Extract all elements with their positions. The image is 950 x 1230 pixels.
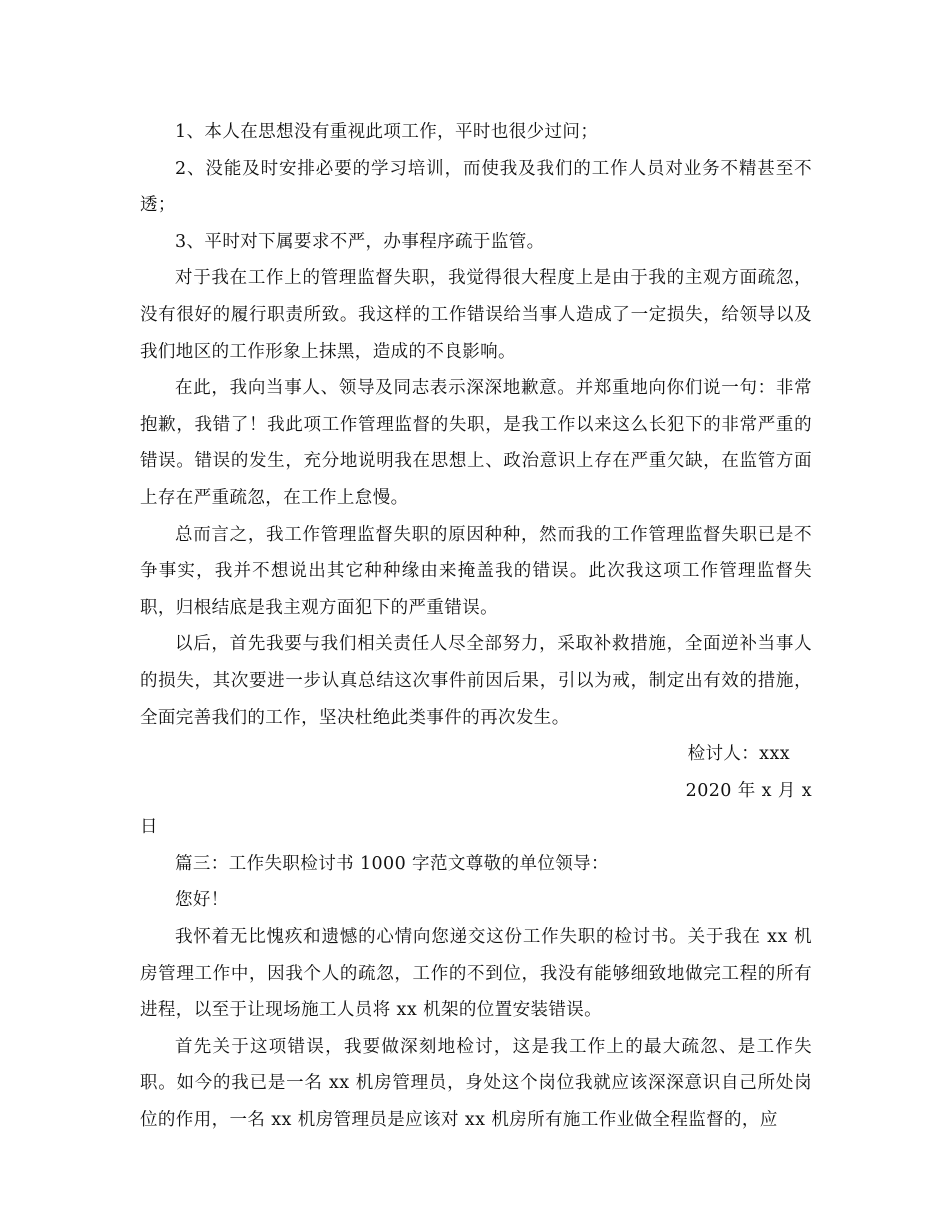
paragraph-remedy: 以后，首先我要与我们相关责任人尽全部努力，采取补救措施，全面逆补当事人的损失，其次要进一步认真总结这次事件前因后果，引以为戒，制定出有效的措施，全面完善我们的工作，坚决杜绝此类事件的再次发生。	[140, 634, 812, 728]
greeting: 您好！	[175, 890, 229, 911]
paragraph-supervision-failure: 对于我在工作上的管理监督失职，我觉得很大程度上是由于我的主观方面疏忽，没有很好的履行职责所致。我这样的工作错误给当事人造成了一定损失，给领导以及我们地区的工作形象上抹黑，造成的不良影响。	[140, 268, 812, 362]
signature-date: 2020 年 x 月 x	[685, 780, 812, 801]
paragraph-intro: 我怀着无比愧疚和遗憾的心情向您递交这份工作失职的检讨书。关于我在 xx 机房管理工作中，因我个人的疏忽，工作的不到位，我没有能够细致地做完工程的所有进程，以至于让现场施工人员将 xx 机架的位置安装错误。	[140, 927, 812, 1021]
paragraph-item-1: 1、本人在思想没有重视此项工作，平时也很少过问；	[175, 122, 599, 142]
paragraph-reflection: 首先关于这项错误，我要做深刻地检讨，这是我工作上的最大疏忽、是工作失职。如今的我已是一名 xx 机房管理员，身处这个岗位我就应该深深意识自己所处岗位的作用，一名 xx 机房管理员是应该对 xx 机房所有施工作业做全程监督的，应	[140, 1036, 812, 1131]
document-body	[140, 114, 812, 1139]
paragraph-apology: 在此，我向当事人、领导及同志表示深深地歉意。并郑重地向你们说一句：非常抱歉，我错了！我此项工作管理监督的失职，是我工作以来这么长犯下的非常严重的错误。错误的发生，充分地说明我在思想上、政治意识上存在严重欠缺，在监管方面上存在严重疏忽，在工作上怠慢。	[140, 378, 812, 508]
section-heading: 篇三：工作失职检讨书 1000 字范文尊敬的单位领导：	[175, 853, 609, 874]
signature-person: 检讨人：xxx	[687, 744, 790, 765]
paragraph-item-2: 2、没能及时安排必要的学习培训，而使我及我们的工作人员对业务不精甚至不透；	[140, 158, 812, 216]
paragraph-summary: 总而言之，我工作管理监督失职的原因种种，然而我的工作管理监督失职已是不争事实，我并不想说出其它种种缘由来掩盖我的错误。此次我这项工作管理监督失职，归根结底是我主观方面犯下的严重错误。	[140, 524, 812, 618]
signature-date-wrap: 日	[140, 817, 158, 838]
paragraph-item-3: 3、平时对下属要求不严，办事程序疏于监管。	[175, 231, 545, 252]
